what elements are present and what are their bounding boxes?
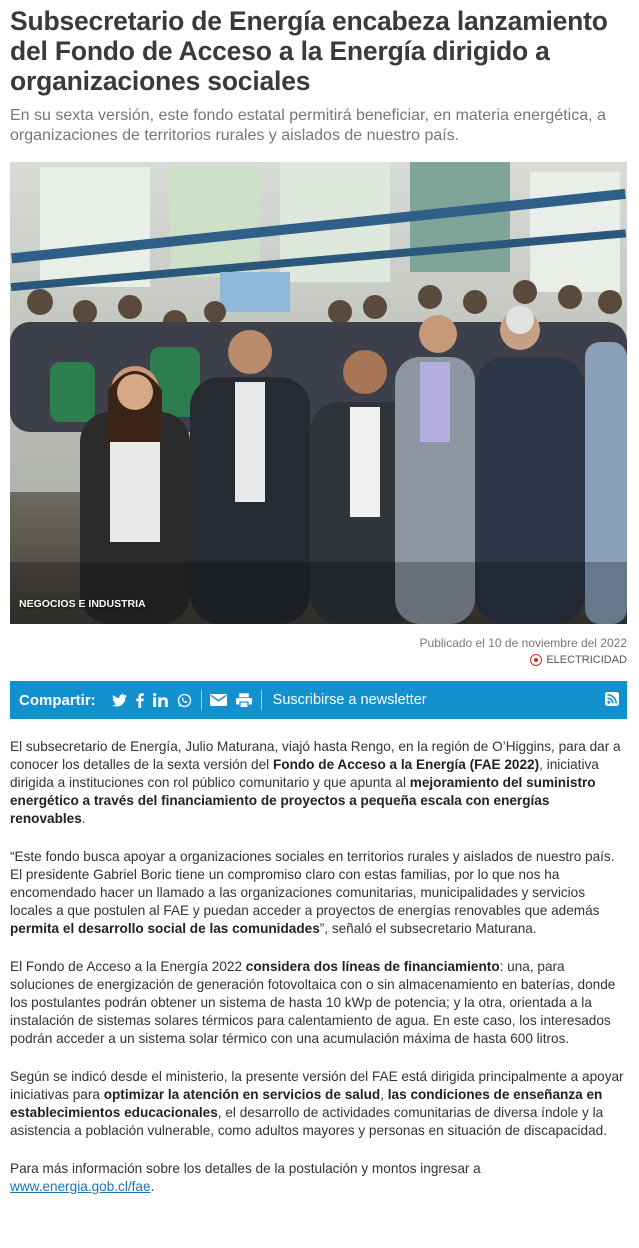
bold-text: las condiciones de enseñanza en establecimientos educacionales <box>10 1087 603 1120</box>
share-bar <box>10 681 627 719</box>
text: Según se indicó desde el ministerio, la presente versión del FAE está dirigida principalmente a apoyar iniciativas para <box>10 1069 624 1102</box>
bold-text: permita el desarrollo social de las comunidades <box>10 921 320 936</box>
article-body <box>10 738 628 1216</box>
article-subtitle: En su sexta versión, este fondo estatal permitirá beneficiar, en materia energética, a organizaciones de territorios rurales y aislados de nuestro país. <box>10 107 606 144</box>
bold-text: considera dos líneas de financiamiento <box>245 959 500 974</box>
text: “Este fondo busca apoyar a organizaciones sociales en territorios rurales y aislados de nuestro país. El presidente Gabriel Boric tiene un compromiso claro con estas familias, por lo que nos ha encomendado hacer un llamado a las organizaciones comunitarias, municipalidades y servicios locales a que postulen al FAE y puedan acceder a proyectos de energías renovables que además <box>10 849 615 918</box>
image-caption: NEGOCIOS E INDUSTRIA <box>19 598 146 610</box>
rss-icon[interactable] <box>605 692 619 710</box>
paragraph-3 <box>10 958 628 1048</box>
bold-text: mejoramiento del suministro energético a través del financiamiento de proyectos a pequeña escala con energías renovables <box>10 775 596 826</box>
text: , <box>380 1087 388 1102</box>
page-title: Subsecretario de Energía encabeza lanzamiento del Fondo de Acceso a la Energía dirigido a organizaciones sociales <box>10 6 608 96</box>
category-tag[interactable] <box>530 654 627 666</box>
text: , iniciativa dirigida a instituciones con rol público comunitario y que apunta al <box>10 757 599 790</box>
twitter-icon[interactable] <box>112 690 127 710</box>
share-label: Compartir: <box>19 691 96 709</box>
bold-text: optimizar la atención en servicios de salud <box>103 1087 381 1102</box>
paragraph-4 <box>10 1068 628 1140</box>
paragraph-1 <box>10 738 628 828</box>
whatsapp-icon[interactable] <box>177 690 192 710</box>
publish-date: Publicado el 10 de noviembre del 2022 <box>419 636 627 650</box>
category-icon <box>530 654 542 666</box>
text: : una, para soluciones de energización de generación fotovoltaica con o sin almacenamiento en baterías, donde los postulantes podrán obtener un sistema de hasta 10 kWp de potencia; y la otra, orientada a la instalación de sistemas solares térmicos para calentamiento de agua. En este caso, los interesados podrán acceder a un sistema solar térmico con una acumulación máxima de hasta 600 litros. <box>10 959 616 1046</box>
fae-link[interactable]: www.energia.gob.cl/fae <box>10 1179 151 1194</box>
text: . <box>150 1179 155 1194</box>
share-separator <box>201 690 202 710</box>
category-label: ELECTRICIDAD <box>546 654 627 666</box>
print-icon[interactable] <box>236 690 252 710</box>
text: , el desarrollo de actividades comunitarias de diversa índole y la asistencia a población vulnerable, como adultos mayores y personas en situación de discapacidad. <box>10 1105 607 1138</box>
paragraph-2 <box>10 848 628 938</box>
text: . <box>81 811 86 826</box>
text: El subsecretario de Energía, Julio Maturana, viajó hasta Rengo, en la región de O’Higgins, para dar a conocer los detalles de la sexta versión del <box>10 739 621 772</box>
hero-photo-illustration <box>10 162 627 624</box>
bold-text: Fondo de Acceso a la Energía (FAE 2022) <box>272 757 540 772</box>
text: ”, señaló el subsecretario Maturana. <box>319 921 537 936</box>
facebook-icon[interactable] <box>136 690 144 710</box>
text: El Fondo de Acceso a la Energía 2022 <box>10 959 246 974</box>
email-icon[interactable] <box>210 690 227 710</box>
linkedin-icon[interactable] <box>153 690 168 710</box>
hero-photo <box>10 162 627 624</box>
paragraph-5 <box>10 1160 628 1196</box>
text: Para más información sobre los detalles de la postulación y montos ingresar a <box>10 1161 481 1176</box>
newsletter-link[interactable]: Suscribirse a newsletter <box>272 692 427 708</box>
share-separator <box>261 690 262 710</box>
